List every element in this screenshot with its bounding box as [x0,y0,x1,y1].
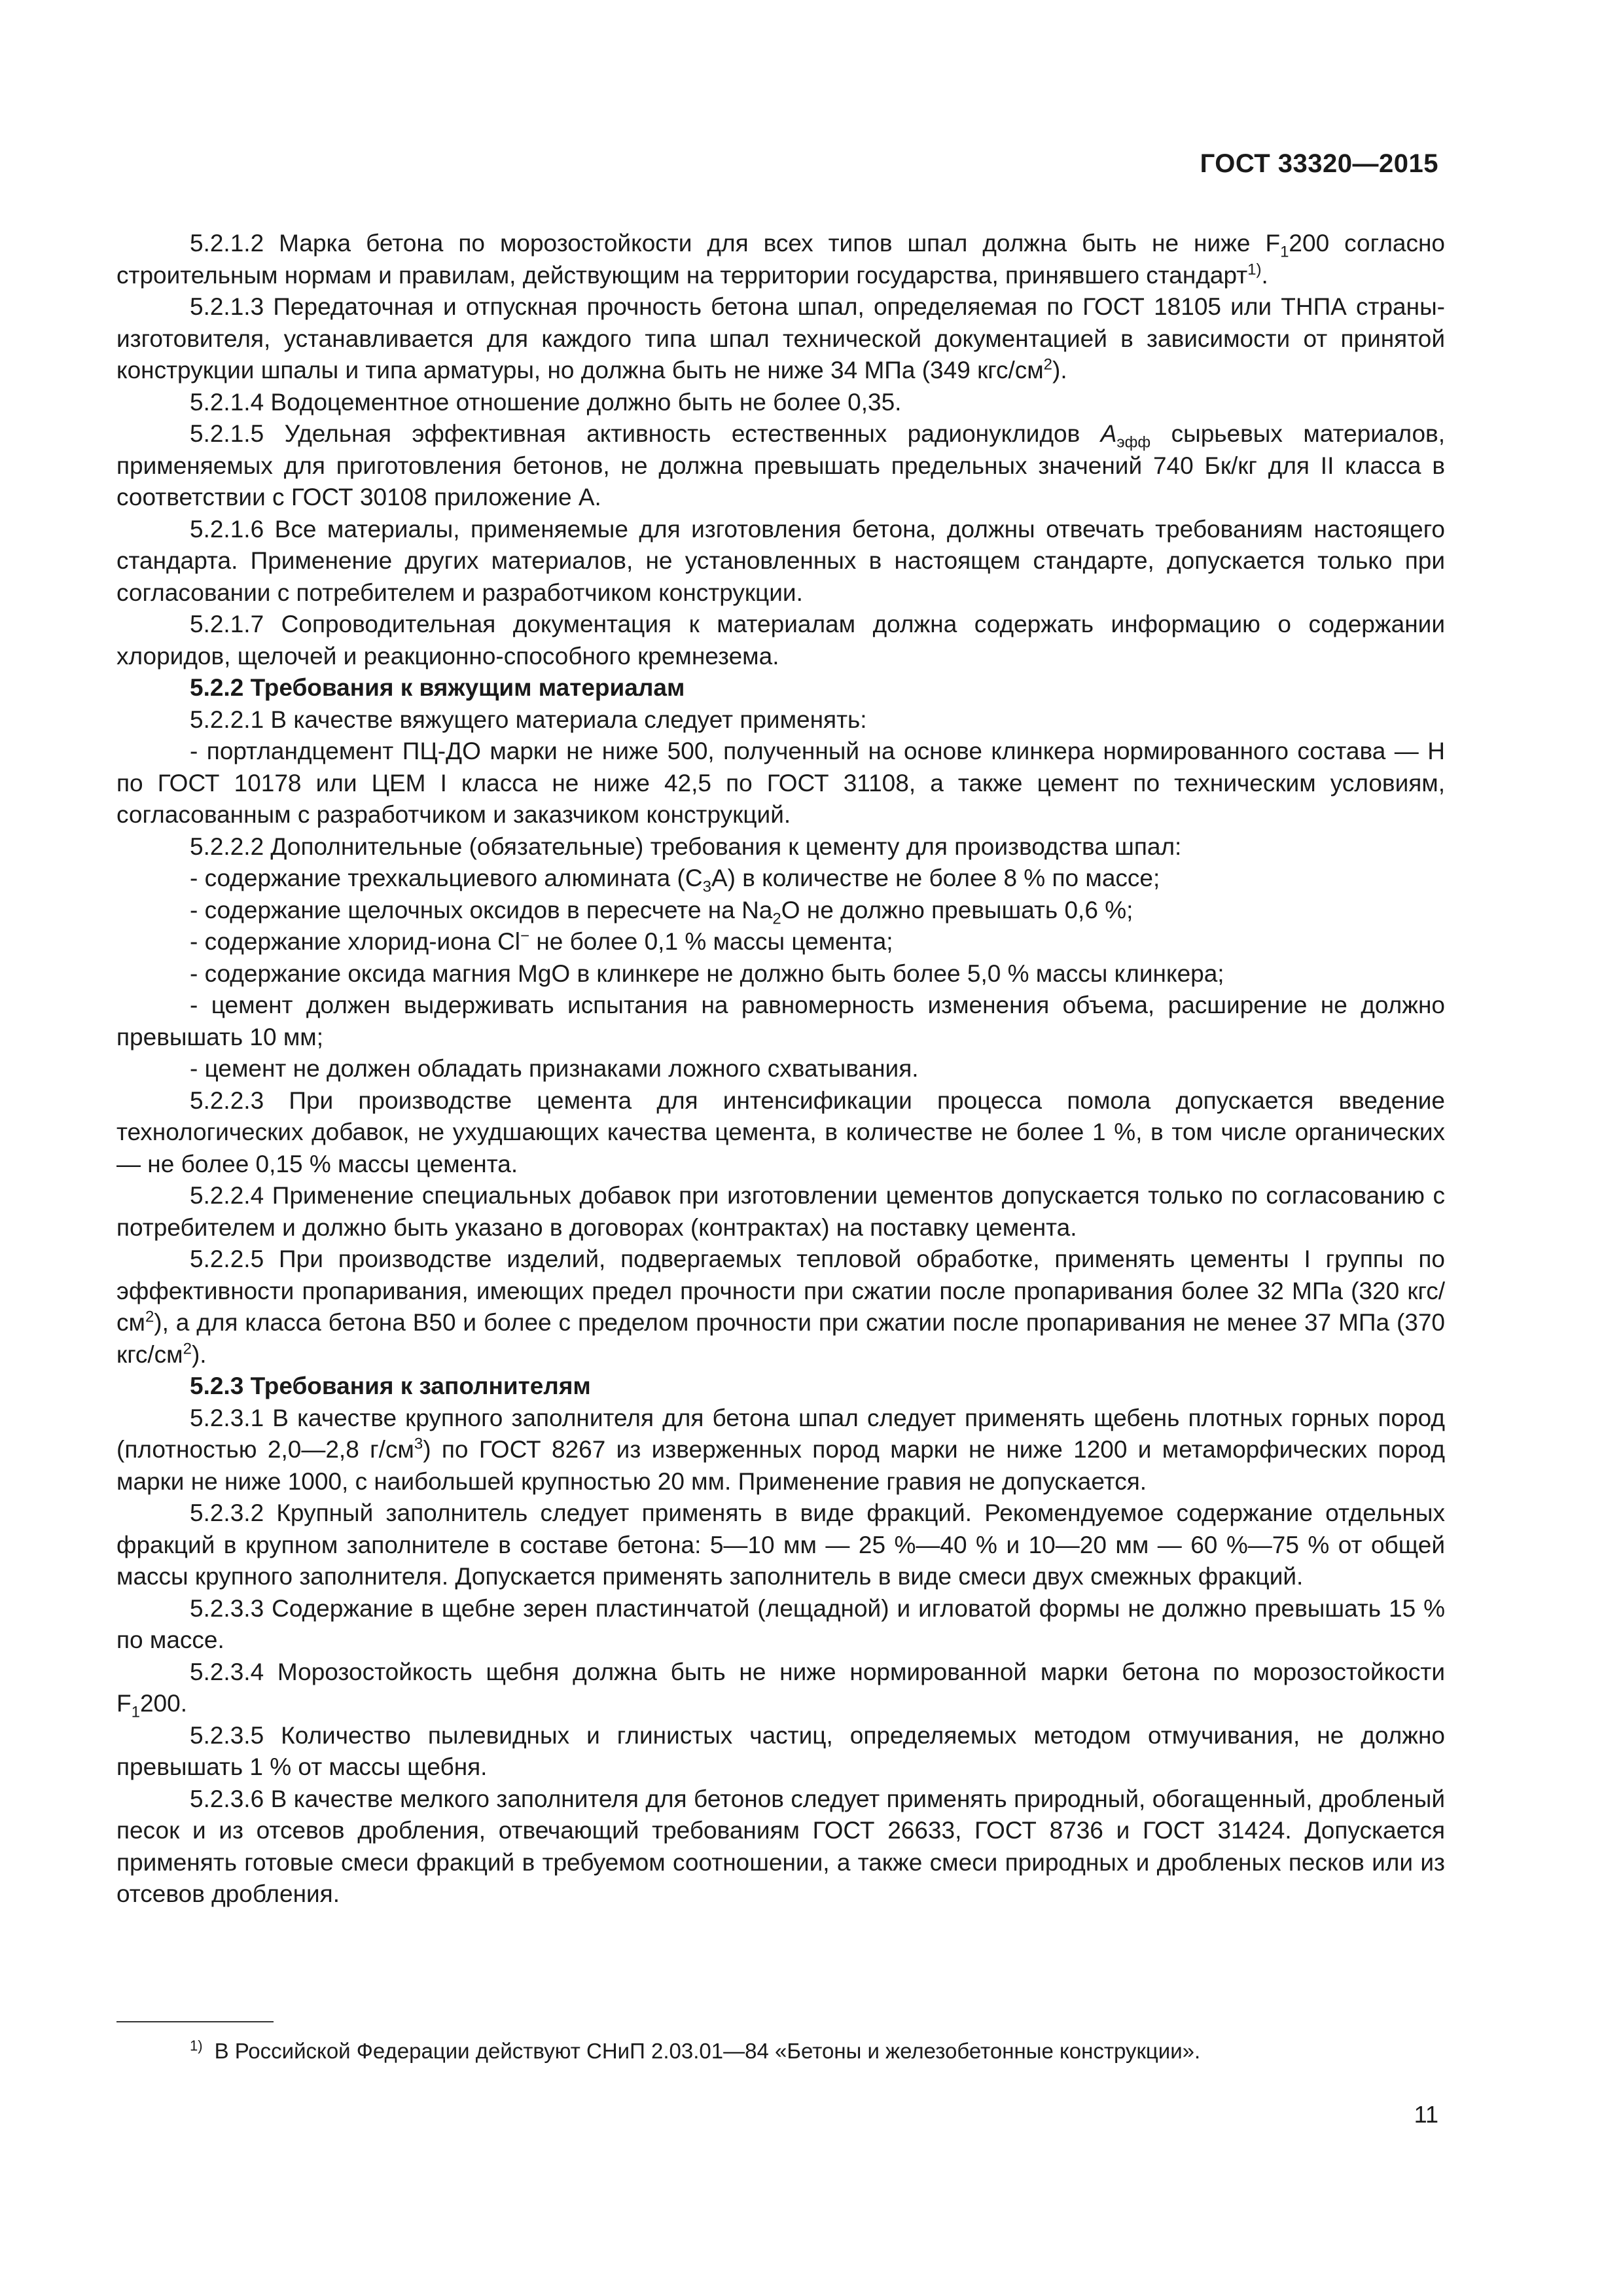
paragraph-5-2-1-3: 5.2.1.3 Передаточная и отпускная прочность бетона шпал, определяемая по ГОСТ 18105 или ТНПА страны-изготовителя, устанавливается для каждого типа шпал технической документацией в зависимости от принятой конструкции шпалы и типа арматуры, но должна быть не ниже 34 МПа (349 кгс/$см^2$). [116,293,1445,384]
paragraph-5-2-2-2: 5.2.2.2 Дополнительные (обязательные) требования к цементу для производства шпал: [190,833,1182,860]
footnote-text: В Российской Федерации действуют СНиП 2.03.01—84 «Бетоны и железобетонные конструкции». [214,2039,1201,2063]
paragraph-5-2-1-7: 5.2.1.7 Сопроводительная документация к материалам должна содержать информацию о содержании хлоридов, щелочей и реакционно-способного кремнезема. [116,611,1445,670]
list-item-alkali-oxides: - содержание щелочных оксидов в пересчете на $Na_2O$ не должно превышать 0,6 %; [190,896,1133,927]
paragraph-5-2-3-1: 5.2.3.1 В качестве крупного заполнителя для бетона шпал следует применять щебень плотных горных пород (плотностью 2,0—2,8 $г/см^3$) по ГОСТ 8267 из изверженных пород марки не ниже 1200 и метаморфических пород марки не ниже 1000, с наибольшей крупностью 20 мм. Применение гравия не допускается. [116,1404,1445,1495]
paragraph-5-2-3-3: 5.2.3.3 Содержание в щебне зерен пластинчатой (лещадной) и игловатой формы не должно превышать 15 % по массе. [116,1594,1445,1653]
paragraph-5-2-2-5: 5.2.2.5 При производстве изделий, подвергаемых тепловой обработке, применять цементы I группы по эффективности пропаривания, имеющих предел прочности при сжатии после пропаривания более 32 МПа (320 кгс/$см^2$), а для класса бетона В50 и более с пределом прочности при сжатии после пропаривания не менее 37 МПа (370 кгс/$см^2$). [116,1246,1445,1368]
document-body [116,228,1445,1910]
page-number: 11 [1414,2101,1438,2128]
section-heading-5-2-2: 5.2.2 Требования к вяжущим материалам [190,674,685,701]
list-item-portland-cement: - портландцемент ПЦ-ДО марки не ниже 500, полученный на основе клинкера нормированного состава — Н по ГОСТ 10178 или ЦЕМ I класса не ниже 42,5 по ГОСТ 31108, а также цемент по техническим условиям, согласованным с разработчиком и заказчиком конструкций. [116,738,1445,828]
footnote [190,2037,1200,2066]
list-item-false-set: - цемент не должен обладать признаками ложного схватывания. [190,1055,919,1082]
paragraph-5-2-1-6: 5.2.1.6 Все материалы, применяемые для изготовления бетона, должны отвечать требованиям настоящего стандарта. Применение других материалов, не установленных в настоящем стандарте, допускается только при согласовании с потребителем и разработчиком конструкции. [116,515,1445,606]
list-item-volume-stability: - цемент должен выдерживать испытания на равномерность изменения объема, расширение не должно превышать 10 мм; [116,992,1445,1050]
list-item-chloride-ion: - содержание хлорид-иона Cl− не более 0,1 % массы цемента; [190,927,893,955]
paragraph-5-2-3-6: 5.2.3.6 В качестве мелкого заполнителя для бетонов следует применять природный, обогащенный, дробленый песок и из отсевов дробления, отвечающий требованиям ГОСТ 26633, ГОСТ 8736 и ГОСТ 31424. Допускается применять готовые смеси фракций в требуемом соотношении, а также смеси природных и дробленых песков или из отсевов дробления. [116,1785,1445,1907]
paragraph-5-2-3-2: 5.2.3.2 Крупный заполнитель следует применять в виде фракций. Рекомендуемое содержание отдельных фракций в крупном заполнителе в составе бетона: 5—10 мм — 25 %—40 % и 10—20 мм — 60 %—75 % от общей массы крупного заполнителя. Допускается применять заполнитель в виде смеси двух смежных фракций. [116,1499,1445,1590]
paragraph-5-2-2-3: 5.2.2.3 При производстве цемента для интенсификации процесса помола допускается введение технологических добавок, не ухудшающих качества цемента, в количестве не более 1 %, в том числе органических — не более 0,15 % массы цемента. [116,1086,1445,1177]
list-item-aluminate: - содержание трехкальциевого алюмината $(C_3A)$ в количестве не более 8 % по массе; [190,865,1160,896]
footnote-divider [116,2021,274,2022]
paragraph-5-2-3-5: 5.2.3.5 Количество пылевидных и глинистых частиц, определяемых методом отмучивания, не должно превышать 1 % от массы щебня. [116,1721,1445,1780]
paragraph-5-2-1-2: 5.2.1.2 Марка бетона по морозостойкости для всех типов шпал должна быть не ниже $F_1200$ согласно строительным нормам и правилам, действующим на территории государства, принявшего стандарт$^{1)}$. [116,230,1445,289]
section-heading-5-2-3: 5.2.3 Требования к заполнителям [190,1372,591,1399]
paragraph-5-2-1-5: 5.2.1.5 Удельная эффективная активность естественных радионуклидов $A_{эфф}$ сырьевых материалов, применяемых для приготовления бетонов, не должна превышать предельных значений 740 Бк/кг для II класса в соответствии с ГОСТ 30108 приложение А. [116,420,1445,511]
paragraph-5-2-3-4: 5.2.3.4 Морозостойкость щебня должна быть не ниже нормированной марки бетона по морозостойкости $F_1200$. [116,1658,1445,1721]
paragraph-5-2-2-1: 5.2.2.1 В качестве вяжущего материала следует применять: [190,706,867,733]
footnote-mark: 1) [190,2037,203,2054]
list-item-magnesium-oxide: - содержание оксида магния MgO в клинкере не должно быть более 5,0 % массы клинкера; [190,960,1224,987]
paragraph-5-2-2-4: 5.2.2.4 Применение специальных добавок при изготовлении цементов допускается только по согласованию с потребителем и должно быть указано в договорах (контрактах) на поставку цемента. [116,1182,1445,1241]
document-header: ГОСТ 33320—2015 [1200,149,1438,178]
paragraph-5-2-1-4: 5.2.1.4 Водоцементное отношение должно быть не более 0,35. [190,388,902,416]
footnote-reference: 1) [1247,260,1262,279]
